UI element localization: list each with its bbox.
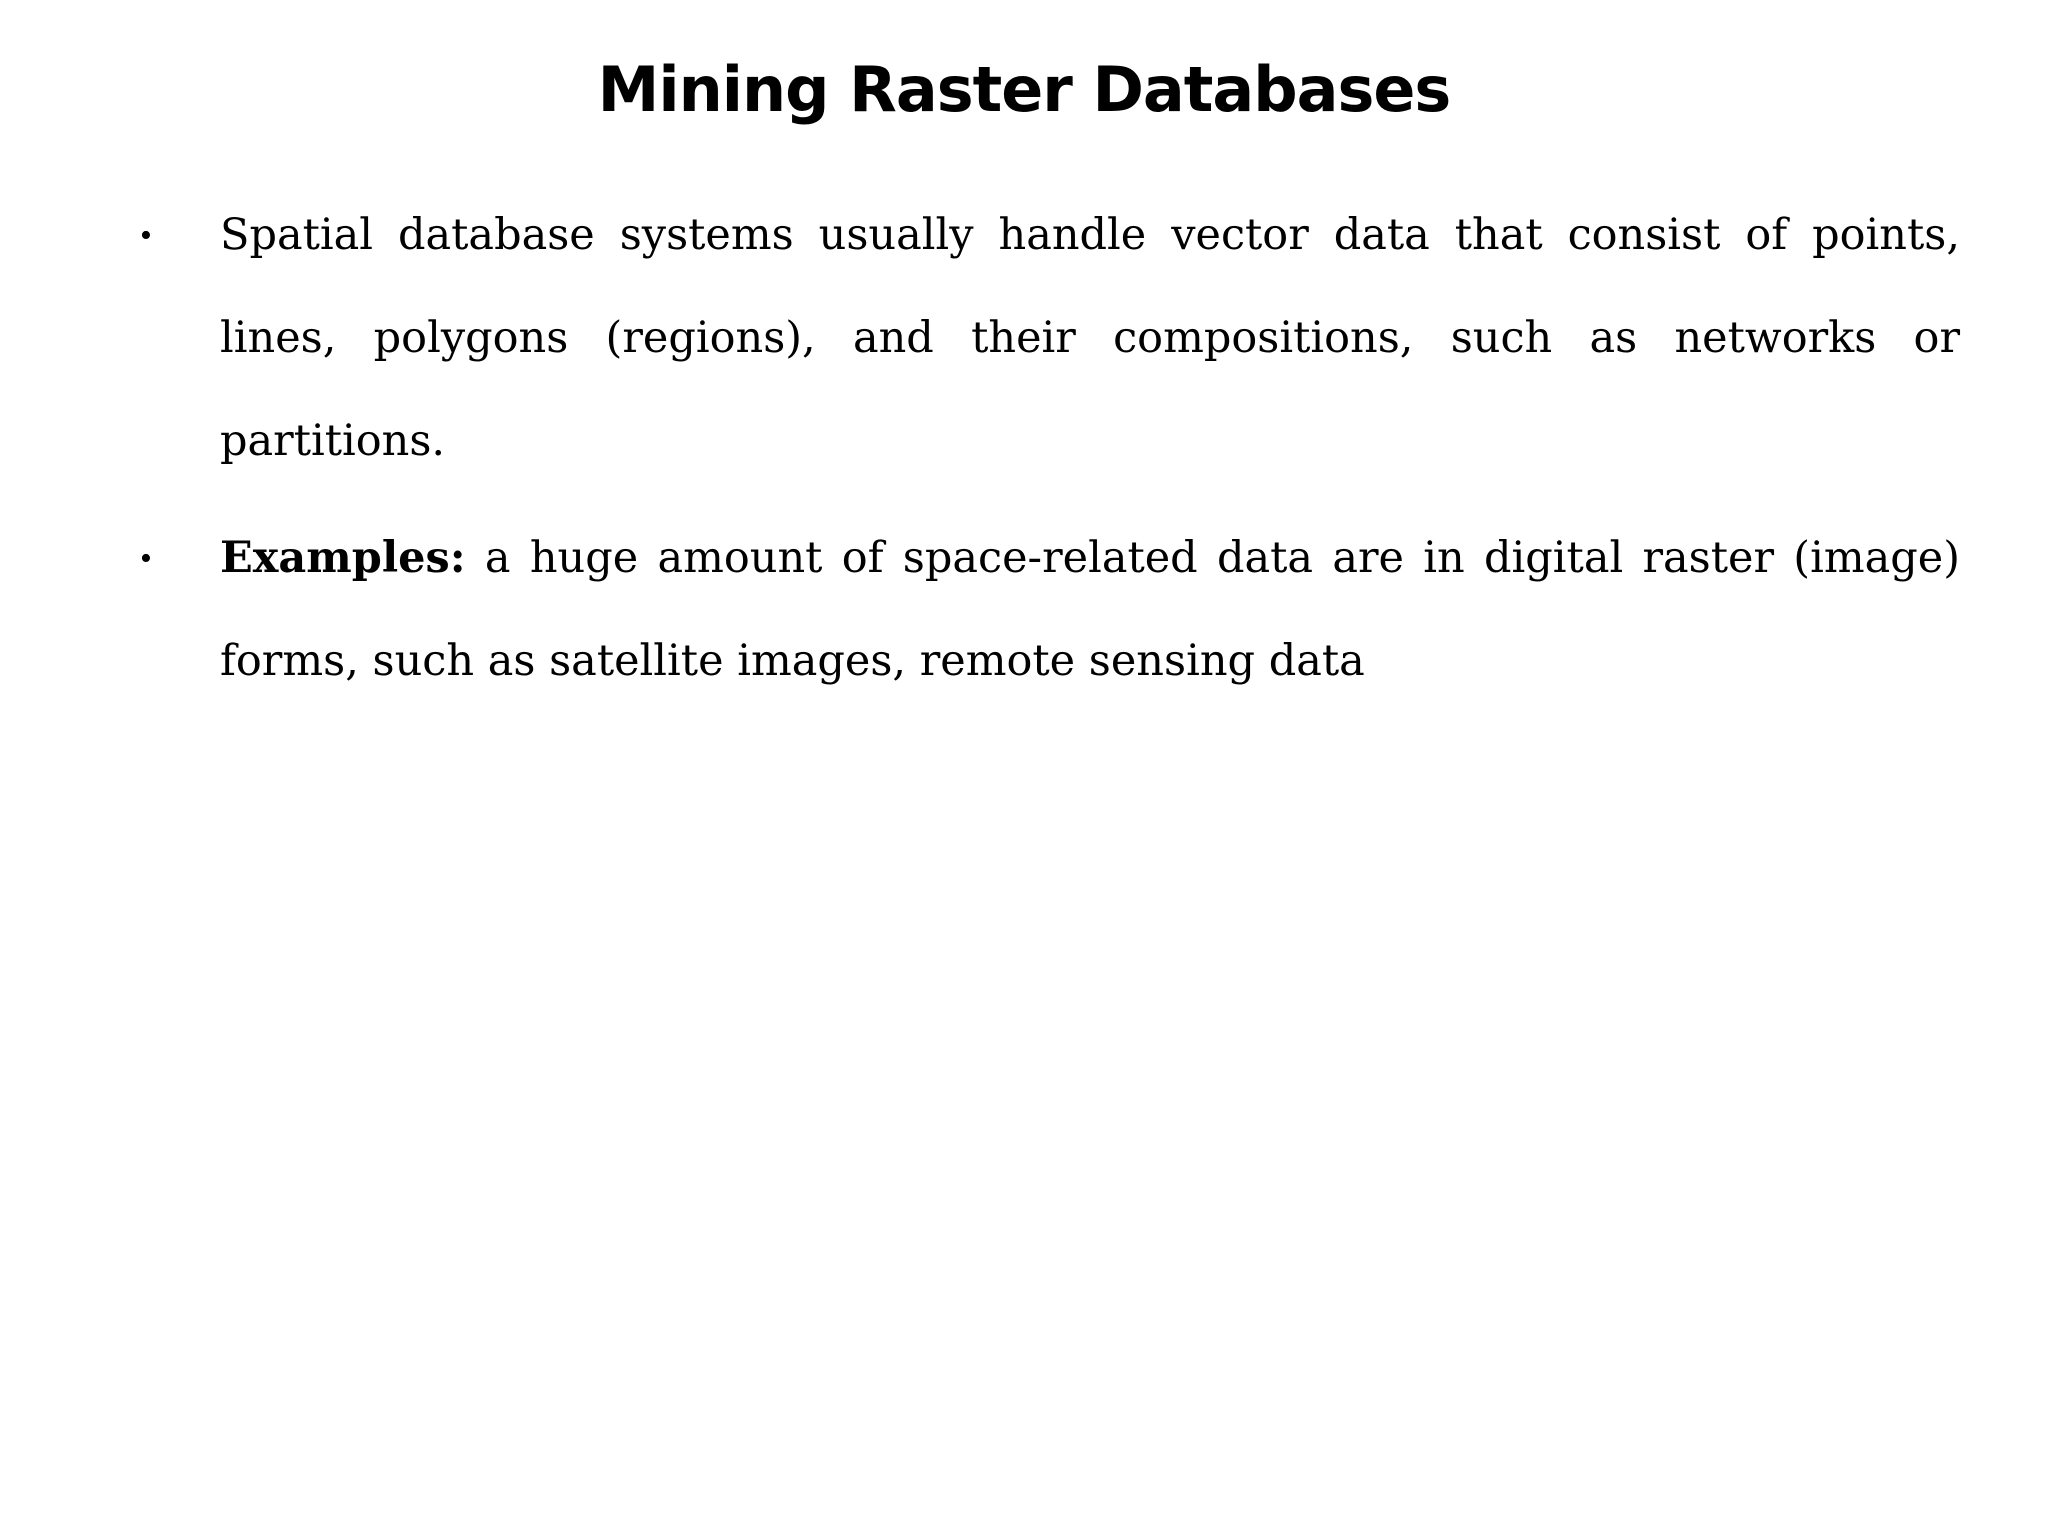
slide-title: Mining Raster Databases <box>597 53 1451 126</box>
bullet-marker: • <box>140 540 152 577</box>
bullet-item-vector-data <box>140 184 1960 493</box>
bullet-text-body: a huge amount of space-related data are in digital raster (image) forms, such as satellite images, remote sensing data <box>220 533 1960 686</box>
bullet-item-examples <box>140 507 1960 713</box>
bullet-text <box>220 184 1960 493</box>
bullet-marker: • <box>140 217 152 254</box>
bullet-lead-label: Examples: <box>220 533 466 583</box>
bullet-text-body: Spatial database systems usually handle vector data that consist of points, lines, polygons (regions), and their compositions, such as networks or partitions. <box>220 210 1960 466</box>
bullet-text <box>220 507 1960 713</box>
bullet-list <box>140 184 1960 727</box>
